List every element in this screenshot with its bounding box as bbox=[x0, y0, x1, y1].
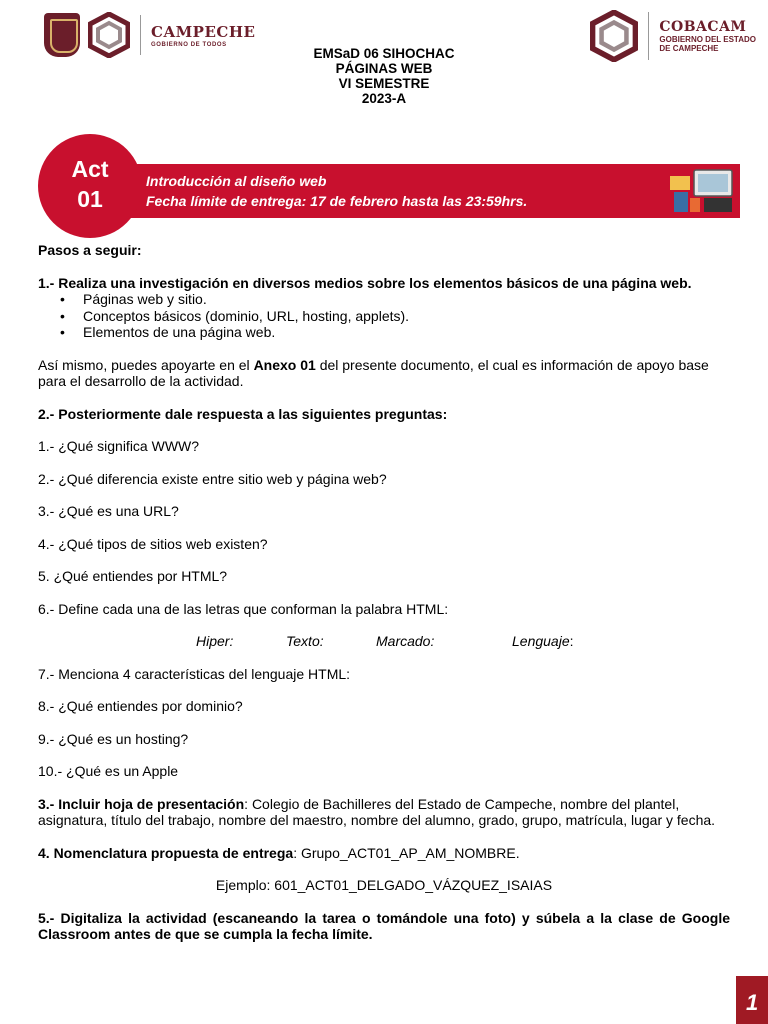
step-1-list bbox=[60, 291, 730, 341]
period: 2023-A bbox=[361, 91, 407, 106]
list-item: • Elementos de una página web. bbox=[60, 324, 730, 341]
question-5: 5. ¿Qué entiendes por HTML? bbox=[38, 568, 228, 584]
activity-title: Introducción al diseño web bbox=[146, 173, 327, 189]
term-lenguaje-label: Lenguaje bbox=[512, 633, 570, 649]
cobacam-subtitle-line1: GOBIERNO DEL ESTADO bbox=[659, 35, 756, 44]
question-8: 8.- ¿Qué entiendes por dominio? bbox=[38, 698, 243, 714]
term-lenguaje bbox=[512, 633, 574, 650]
steps-heading: Pasos a seguir: bbox=[38, 242, 142, 258]
activity-number-badge bbox=[38, 134, 142, 238]
activity-deadline: Fecha límite de entrega: 17 de febrero hasta las 23:59hrs. bbox=[146, 193, 528, 209]
cobacam-subtitle-line2: DE CAMPECHE bbox=[659, 44, 719, 53]
semester: VI SEMESTRE bbox=[338, 76, 430, 91]
question-1: 1.- ¿Qué significa WWW? bbox=[38, 438, 200, 454]
annex-reference: Anexo 01 bbox=[253, 356, 316, 373]
step-3 bbox=[38, 796, 730, 829]
step-3-text: : Colegio de Bachilleres del Estado de Campeche, nombre del plantel, asignatura, título del trabajo, nombre del maestro, nombre del alumno, grado, grupo, matrícula, lugar y fecha. bbox=[38, 795, 716, 828]
question-7: 7.- Menciona 4 características del lenguaje HTML: bbox=[38, 665, 351, 682]
step-4 bbox=[38, 845, 730, 862]
annex-note bbox=[38, 357, 730, 390]
question-10: 10.- ¿Qué es un Apple bbox=[38, 763, 179, 779]
activity-number: 01 bbox=[77, 186, 103, 212]
term-lenguaje-colon: : bbox=[569, 633, 574, 649]
subject-name: PÁGINAS WEB bbox=[335, 61, 433, 76]
step-5: 5.- Digitaliza la actividad (escaneando la tarea o tomándole una foto) y súbela a la clase de Google Classroom antes de que se cumpla la fecha límite. bbox=[38, 909, 730, 942]
step-3-heading: 3.- Incluir hoja de presentación bbox=[38, 795, 245, 812]
cobacam-brand-title: COBACAM bbox=[659, 19, 747, 35]
term-marcado: Marcado: bbox=[376, 633, 435, 649]
step-4-heading: 4. Nomenclatura propuesta de entrega bbox=[38, 844, 294, 861]
campeche-brand-subtitle: GOBIERNO DE TODOS bbox=[151, 41, 227, 48]
step-1: 1.- Realiza una investigación en diversos medios sobre los elementos básicos de una página web. bbox=[38, 274, 692, 291]
activity-banner bbox=[100, 164, 740, 218]
list-item: • Conceptos básicos (dominio, URL, hosting, applets). bbox=[60, 308, 730, 325]
page-number: 1 bbox=[736, 976, 768, 1024]
term-hiper: Hiper: bbox=[196, 633, 234, 649]
question-3: 3.- ¿Qué es una URL? bbox=[38, 503, 179, 519]
question-6: 6.- Define cada una de las letras que conforman la palabra HTML: bbox=[38, 600, 449, 617]
question-4: 4.- ¿Qué tipos de sitios web existen? bbox=[38, 535, 268, 552]
document-header bbox=[0, 0, 768, 120]
computer-illustration-icon bbox=[668, 168, 734, 214]
campeche-brand-title: CAMPECHE bbox=[151, 22, 256, 41]
html-terms bbox=[38, 633, 730, 650]
annex-note-post: del presente documento, el cual es información de apoyo base para el desarrollo de la actividad. bbox=[38, 356, 709, 389]
annex-note-pre: Así mismo, puedes apoyarte en el bbox=[38, 356, 254, 373]
question-2: 2.- ¿Qué diferencia existe entre sitio web y página web? bbox=[38, 470, 387, 487]
school-name: EMSaD 06 SIHOCHAC bbox=[313, 46, 455, 61]
activity-instructions bbox=[38, 242, 730, 943]
course-info bbox=[0, 46, 768, 106]
activity-label: Act bbox=[71, 156, 109, 182]
step-2: 2.- Posteriormente dale respuesta a las siguientes preguntas: bbox=[38, 405, 448, 422]
step-4-text: : Grupo_ACT01_AP_AM_NOMBRE. bbox=[293, 844, 520, 861]
naming-example: Ejemplo: 601_ACT01_DELGADO_VÁZQUEZ_ISAIAS bbox=[215, 877, 553, 893]
term-texto: Texto: bbox=[286, 633, 324, 649]
question-9: 9.- ¿Qué es un hosting? bbox=[38, 730, 189, 747]
list-item: • Páginas web y sitio. bbox=[60, 291, 730, 308]
